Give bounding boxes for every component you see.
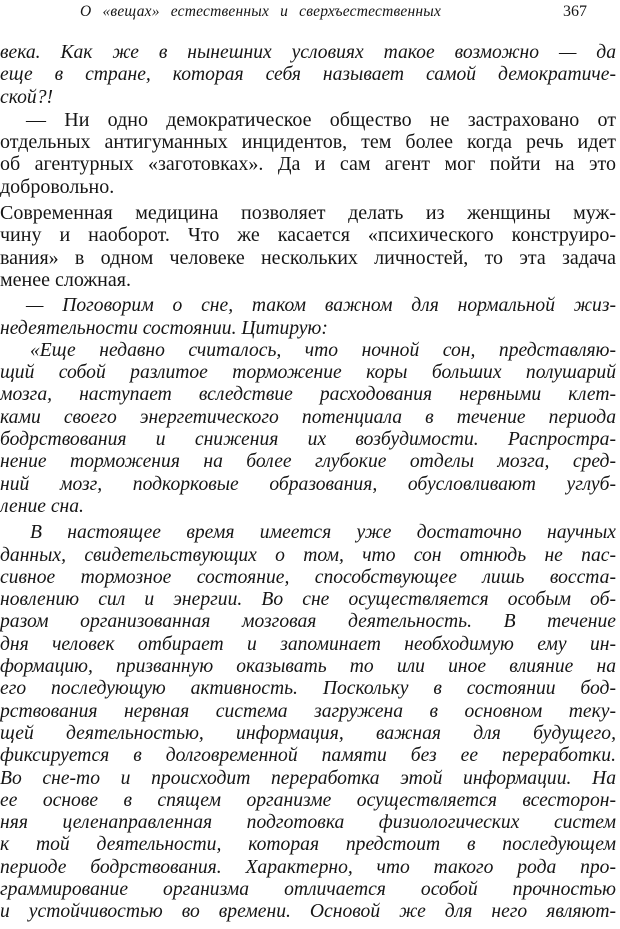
text-line: менее сложная. xyxy=(0,268,131,291)
text-line: ление сна. xyxy=(0,495,84,517)
running-title: О «вещах» естественных и сверхъестественных xyxy=(80,3,442,20)
text-line: ками своего энергетического потенциала в течение периода xyxy=(0,406,616,428)
text-line: дня человек отбирает и запоминает необходимую ему ин- xyxy=(0,633,616,655)
text-line: и устойчивостью во времени. Основой же для него являют- xyxy=(0,901,616,923)
text-line: данных, свидетельствующих о том, что сон отнюдь не пас- xyxy=(0,544,616,566)
text-line: бодрствования и снижения их возбудимости. Распростра- xyxy=(0,429,616,451)
text-line: формацию, призванную оказывать то или иное влияние на xyxy=(0,656,616,678)
text-line: разом организованная мозговая деятельность. В течение xyxy=(0,611,616,633)
text-line: няя целенаправленная подготовка физиологических систем xyxy=(0,812,616,834)
text-line: ее основе в спящем организме осуществляется всесторон- xyxy=(0,789,616,811)
text-line: — Ни одно демократическое общество не застраховано от xyxy=(26,108,616,131)
text-line: граммирование организма отличается особой прочностью xyxy=(0,878,616,900)
text-line: щий собой разлитое торможение коры больших полушарий xyxy=(0,362,616,384)
text-line: его последующую активность. Поскольку в состоянии бод- xyxy=(0,678,616,700)
text-line: к той деятельности, которая предстоит в последующем xyxy=(0,834,616,856)
text-line: Современная медицина позволяет делать из женщины муж- xyxy=(0,202,616,225)
text-line: «Еще недавно считалось, что ночной сон, представляю- xyxy=(30,339,616,361)
text-line: — Поговорим о сне, таком важном для нормальной жиз- xyxy=(26,295,616,317)
text-line: добровольно. xyxy=(0,175,115,198)
text-line: щей деятельностью, информация, важная для будущего, xyxy=(0,722,616,744)
text-line: ний мозг, подкорковые образования, обусловливают углуб- xyxy=(0,473,616,495)
text-line: рствования нервная система загружена в основном теку- xyxy=(0,700,616,722)
text-line: об агентурных «заготовках». Да и сам агент мог пойти на это xyxy=(0,153,616,176)
text-line: В настоящее время имеется уже достаточно научных xyxy=(30,522,616,544)
text-line: еще в стране, которая себя называет самой демократиче- xyxy=(0,64,616,86)
page-number: 367 xyxy=(563,3,587,20)
text-line: века. Как же в нынешних условиях такое возможно — да xyxy=(0,42,616,63)
text-line: мозга, наступает вследствие расходования нервными клет- xyxy=(0,384,616,406)
body-text xyxy=(0,42,620,924)
text-line: сивное тормозное состояние, способствующее лишь восста- xyxy=(0,566,616,588)
text-line: нение торможения на более глубокие отделы мозга, сред- xyxy=(0,451,616,473)
text-line: чину и наоборот. Что же касается «психического конструиро- xyxy=(0,224,616,247)
text-line: ской?! xyxy=(0,86,54,108)
text-line: недеятельности состоянии. Цитирую: xyxy=(0,317,328,339)
text-line: Во сне-то и происходит переработка этой информации. На xyxy=(0,767,616,789)
running-head xyxy=(0,3,620,25)
text-line: периоде бодрствования. Характерно, что такого рода про- xyxy=(0,856,616,878)
text-line: отдельных антигуманных инцидентов, тем более когда речь идет xyxy=(0,131,616,154)
text-line: новлению сил и энергии. Во сне осуществляется особым об- xyxy=(0,589,616,611)
text-line: вания» в одном человеке нескольких личностей, то эта задача xyxy=(0,246,616,269)
text-line: фиксируется в долговременной памяти без ее переработки. xyxy=(0,745,616,767)
